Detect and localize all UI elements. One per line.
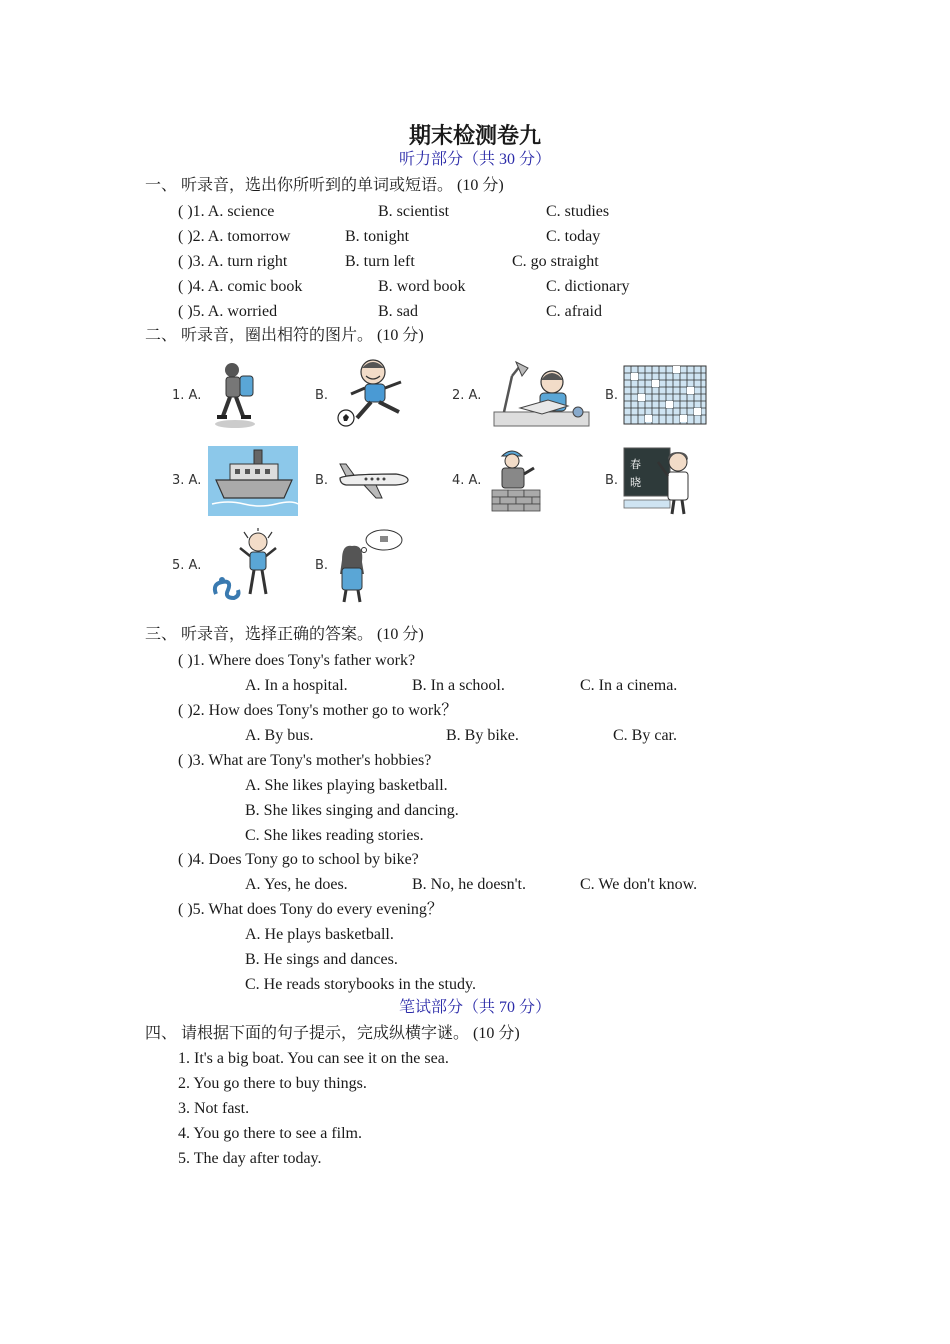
blackboard-char-1: 春 bbox=[630, 458, 641, 471]
clue-2: 2. You go there to buy things. bbox=[178, 1075, 367, 1092]
pic-label-1b: B. bbox=[315, 388, 329, 403]
s3-q5-b: B. He sings and dances. bbox=[245, 951, 398, 968]
s3-q5-stem: ( )5. What does Tony do every evening？ bbox=[178, 901, 443, 918]
pic-label-4a: 4. A. bbox=[452, 473, 482, 488]
s1-q2-c: C. today bbox=[546, 228, 601, 245]
written-header: 笔试部分（共 70 分） bbox=[398, 999, 551, 1016]
s1-q4-b: B. word book bbox=[378, 278, 466, 295]
s1-q3-c: C. go straight bbox=[512, 253, 599, 270]
s1-q3-b: B. turn left bbox=[345, 253, 415, 270]
pic-label-3b: B. bbox=[315, 473, 329, 488]
pic-label-5a: 5. A. bbox=[172, 558, 202, 573]
pic-label-5b: B. bbox=[315, 558, 329, 573]
s3-q5-c: C. He reads storybooks in the study. bbox=[245, 976, 476, 993]
pic-label-1a: 1. A. bbox=[172, 388, 202, 403]
section-2-heading: 二、 听录音，圈出相符的图片。 (10 分) bbox=[145, 327, 424, 344]
s3-q2-b: B. By bike. bbox=[446, 727, 519, 744]
pic-label-2a: 2. A. bbox=[452, 388, 482, 403]
s3-q3-b: B. She likes singing and dancing. bbox=[245, 802, 459, 819]
boy-walking-to-school-picture bbox=[205, 360, 265, 430]
clue-5: 5. The day after today. bbox=[178, 1150, 322, 1167]
s3-q1-c: C. In a cinema. bbox=[580, 677, 678, 694]
s3-q5-a: A. He plays basketball. bbox=[245, 926, 394, 943]
s1-q3-a: ( )3. A. turn right bbox=[178, 253, 288, 270]
s3-q1-a: A. In a hospital. bbox=[245, 677, 348, 694]
s1-q5-b: B. sad bbox=[378, 303, 418, 320]
worker-building-wall-picture bbox=[488, 446, 544, 516]
pic-label-3a: 3. A. bbox=[172, 473, 202, 488]
s3-q1-b: B. In a school. bbox=[412, 677, 505, 694]
boy-playing-football-picture bbox=[333, 356, 418, 432]
clue-1: 1. It's a big boat. You can see it on the sea. bbox=[178, 1050, 449, 1067]
s3-q2-a: A. By bus. bbox=[245, 727, 314, 744]
s3-q4-stem: ( )4. Does Tony go to school by bike? bbox=[178, 851, 419, 868]
ship-picture bbox=[208, 446, 298, 516]
s1-q2-b: B. tonight bbox=[345, 228, 410, 245]
clue-4: 4. You go there to see a film. bbox=[178, 1125, 362, 1142]
scared-girl-snake-picture bbox=[210, 528, 286, 604]
page-title: 期末检测卷九 bbox=[408, 124, 541, 149]
s3-q3-c: C. She likes reading stories. bbox=[245, 827, 424, 844]
s1-q5-c: C. afraid bbox=[546, 303, 602, 320]
pic-label-4b: B. bbox=[605, 473, 619, 488]
s3-q1-stem: ( )1. Where does Tony's father work? bbox=[178, 652, 416, 669]
pic-label-2b: B. bbox=[605, 388, 619, 403]
s1-q5-a: ( )5. A. worried bbox=[178, 303, 278, 320]
section-3-heading: 三、 听录音，选择正确的答案。 (10 分) bbox=[145, 626, 424, 643]
s1-q1-b: B. scientist bbox=[378, 203, 450, 220]
s3-q2-c: C. By car. bbox=[613, 727, 677, 744]
s3-q4-a: A. Yes, he does. bbox=[245, 876, 348, 893]
listening-header: 听力部分（共 30 分） bbox=[398, 151, 551, 168]
plane-picture bbox=[336, 460, 412, 500]
s3-q4-c: C. We don't know. bbox=[580, 876, 698, 893]
crossword-grid-picture bbox=[622, 364, 708, 426]
s1-q2-a: ( )2. A. tomorrow bbox=[178, 228, 291, 245]
section-4-heading: 四、 请根据下面的句子提示，完成纵横字谜。 (10 分) bbox=[145, 1025, 520, 1042]
s1-q1-a: ( )1. A. science bbox=[178, 203, 275, 220]
s1-q4-a: ( )4. A. comic book bbox=[178, 278, 303, 295]
s1-q1-c: C. studies bbox=[546, 203, 610, 220]
teacher-at-blackboard-picture bbox=[622, 446, 696, 516]
s3-q3-stem: ( )3. What are Tony's mother's hobbies? bbox=[178, 752, 432, 769]
blackboard-char-2: 晓 bbox=[630, 476, 641, 489]
boy-making-model-picture bbox=[490, 360, 592, 430]
s3-q2-stem: ( )2. How does Tony's mother go to work？ bbox=[178, 702, 458, 719]
worried-girl-picture bbox=[330, 528, 406, 604]
section-1-heading: 一、 听录音，选出你所听到的单词或短语。 (10 分) bbox=[145, 177, 504, 194]
s3-q3-a: A. She likes playing basketball. bbox=[245, 777, 448, 794]
clue-3: 3. Not fast. bbox=[178, 1100, 250, 1117]
s3-q4-b: B. No, he doesn't. bbox=[412, 876, 526, 893]
s1-q4-c: C. dictionary bbox=[546, 278, 630, 295]
